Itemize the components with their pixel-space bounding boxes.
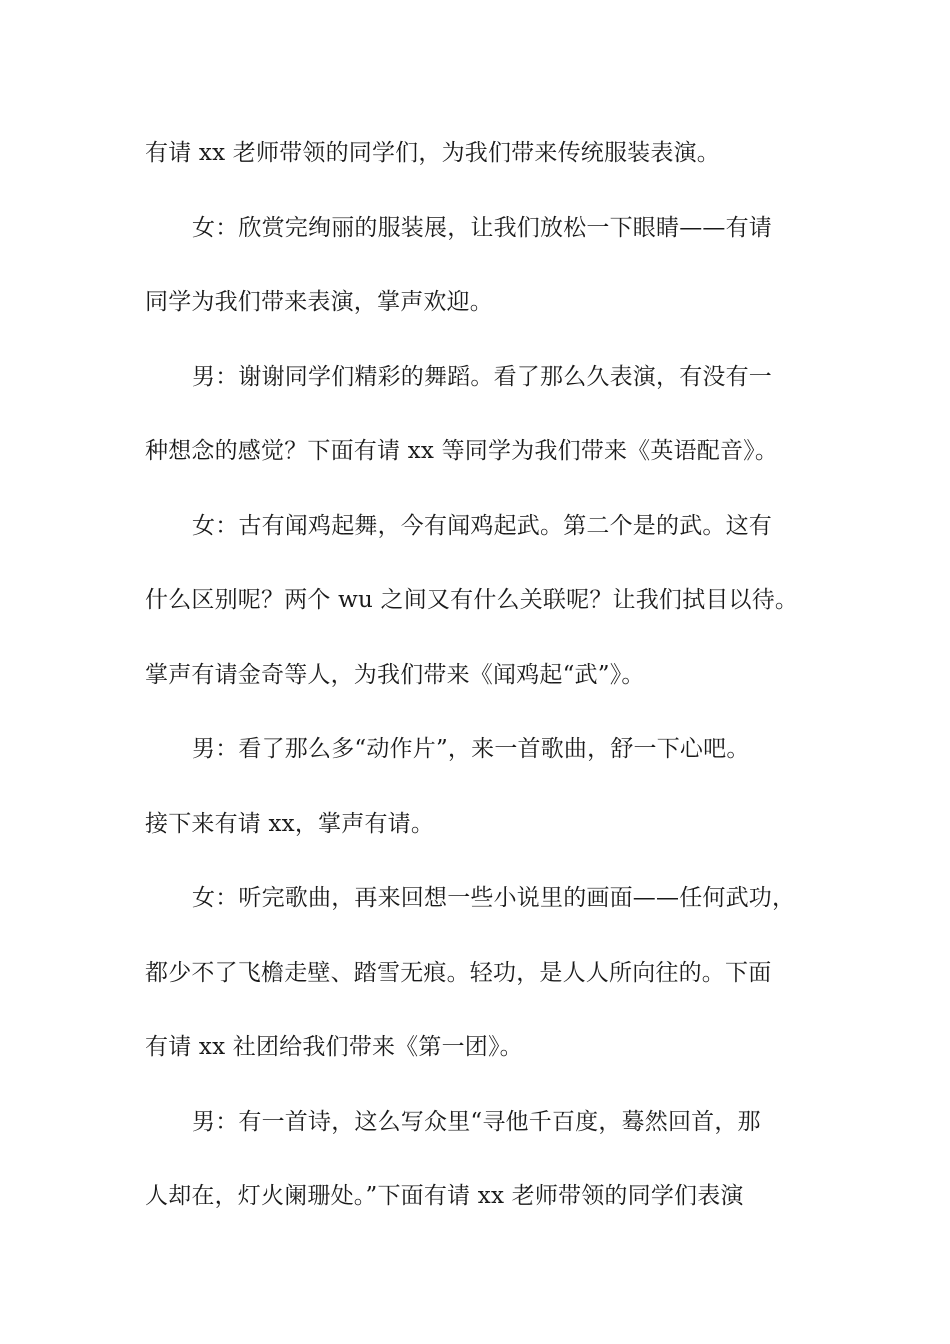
text-line: 女：听完歌曲，再来回想一些小说里的画面——任何武功， bbox=[192, 885, 796, 911]
text-line: 接下来有请 xx，掌声有请。 bbox=[145, 810, 435, 837]
text-line: 有请 xx 社团给我们带来《第一团》。 bbox=[145, 1034, 523, 1060]
text-line: 男：谢谢同学们精彩的舞蹈。看了那么久表演，有没有一 bbox=[192, 363, 772, 390]
text-line: 男：有一首诗，这么写众里“寻他千百度，蓦然回首，那 bbox=[192, 1108, 761, 1135]
text-line: 人却在，灯火阑珊处。”下面有请 xx 老师带领的同学们表演 bbox=[145, 1183, 744, 1209]
text-line: 种想念的感觉？下面有请 xx 等同学为我们带来《英语配音》。 bbox=[145, 438, 779, 464]
text-line: 女：欣赏完绚丽的服装展，让我们放松一下眼睛——有请 bbox=[192, 214, 772, 241]
text-line: 女：古有闻鸡起舞，今有闻鸡起武。第二个是的武。这有 bbox=[192, 512, 772, 539]
text-line: 都少不了飞檐走壁、踏雪无痕。轻功，是人人所向往的。下面 bbox=[145, 959, 772, 986]
text-line: 同学为我们带来表演，掌声欢迎。 bbox=[145, 289, 493, 315]
document-body bbox=[145, 128, 825, 1246]
text-line: 掌声有请金奇等人，为我们带来《闻鸡起“武”》。 bbox=[145, 661, 645, 688]
text-line: 有请 xx 老师带领的同学们，为我们带来传统服装表演。 bbox=[145, 140, 720, 166]
text-line: 男：看了那么多“动作片”，来一首歌曲，舒一下心吧。 bbox=[192, 736, 750, 762]
text-line: 什么区别呢？两个 wu 之间又有什么关联呢？让我们拭目以待。 bbox=[145, 587, 799, 613]
